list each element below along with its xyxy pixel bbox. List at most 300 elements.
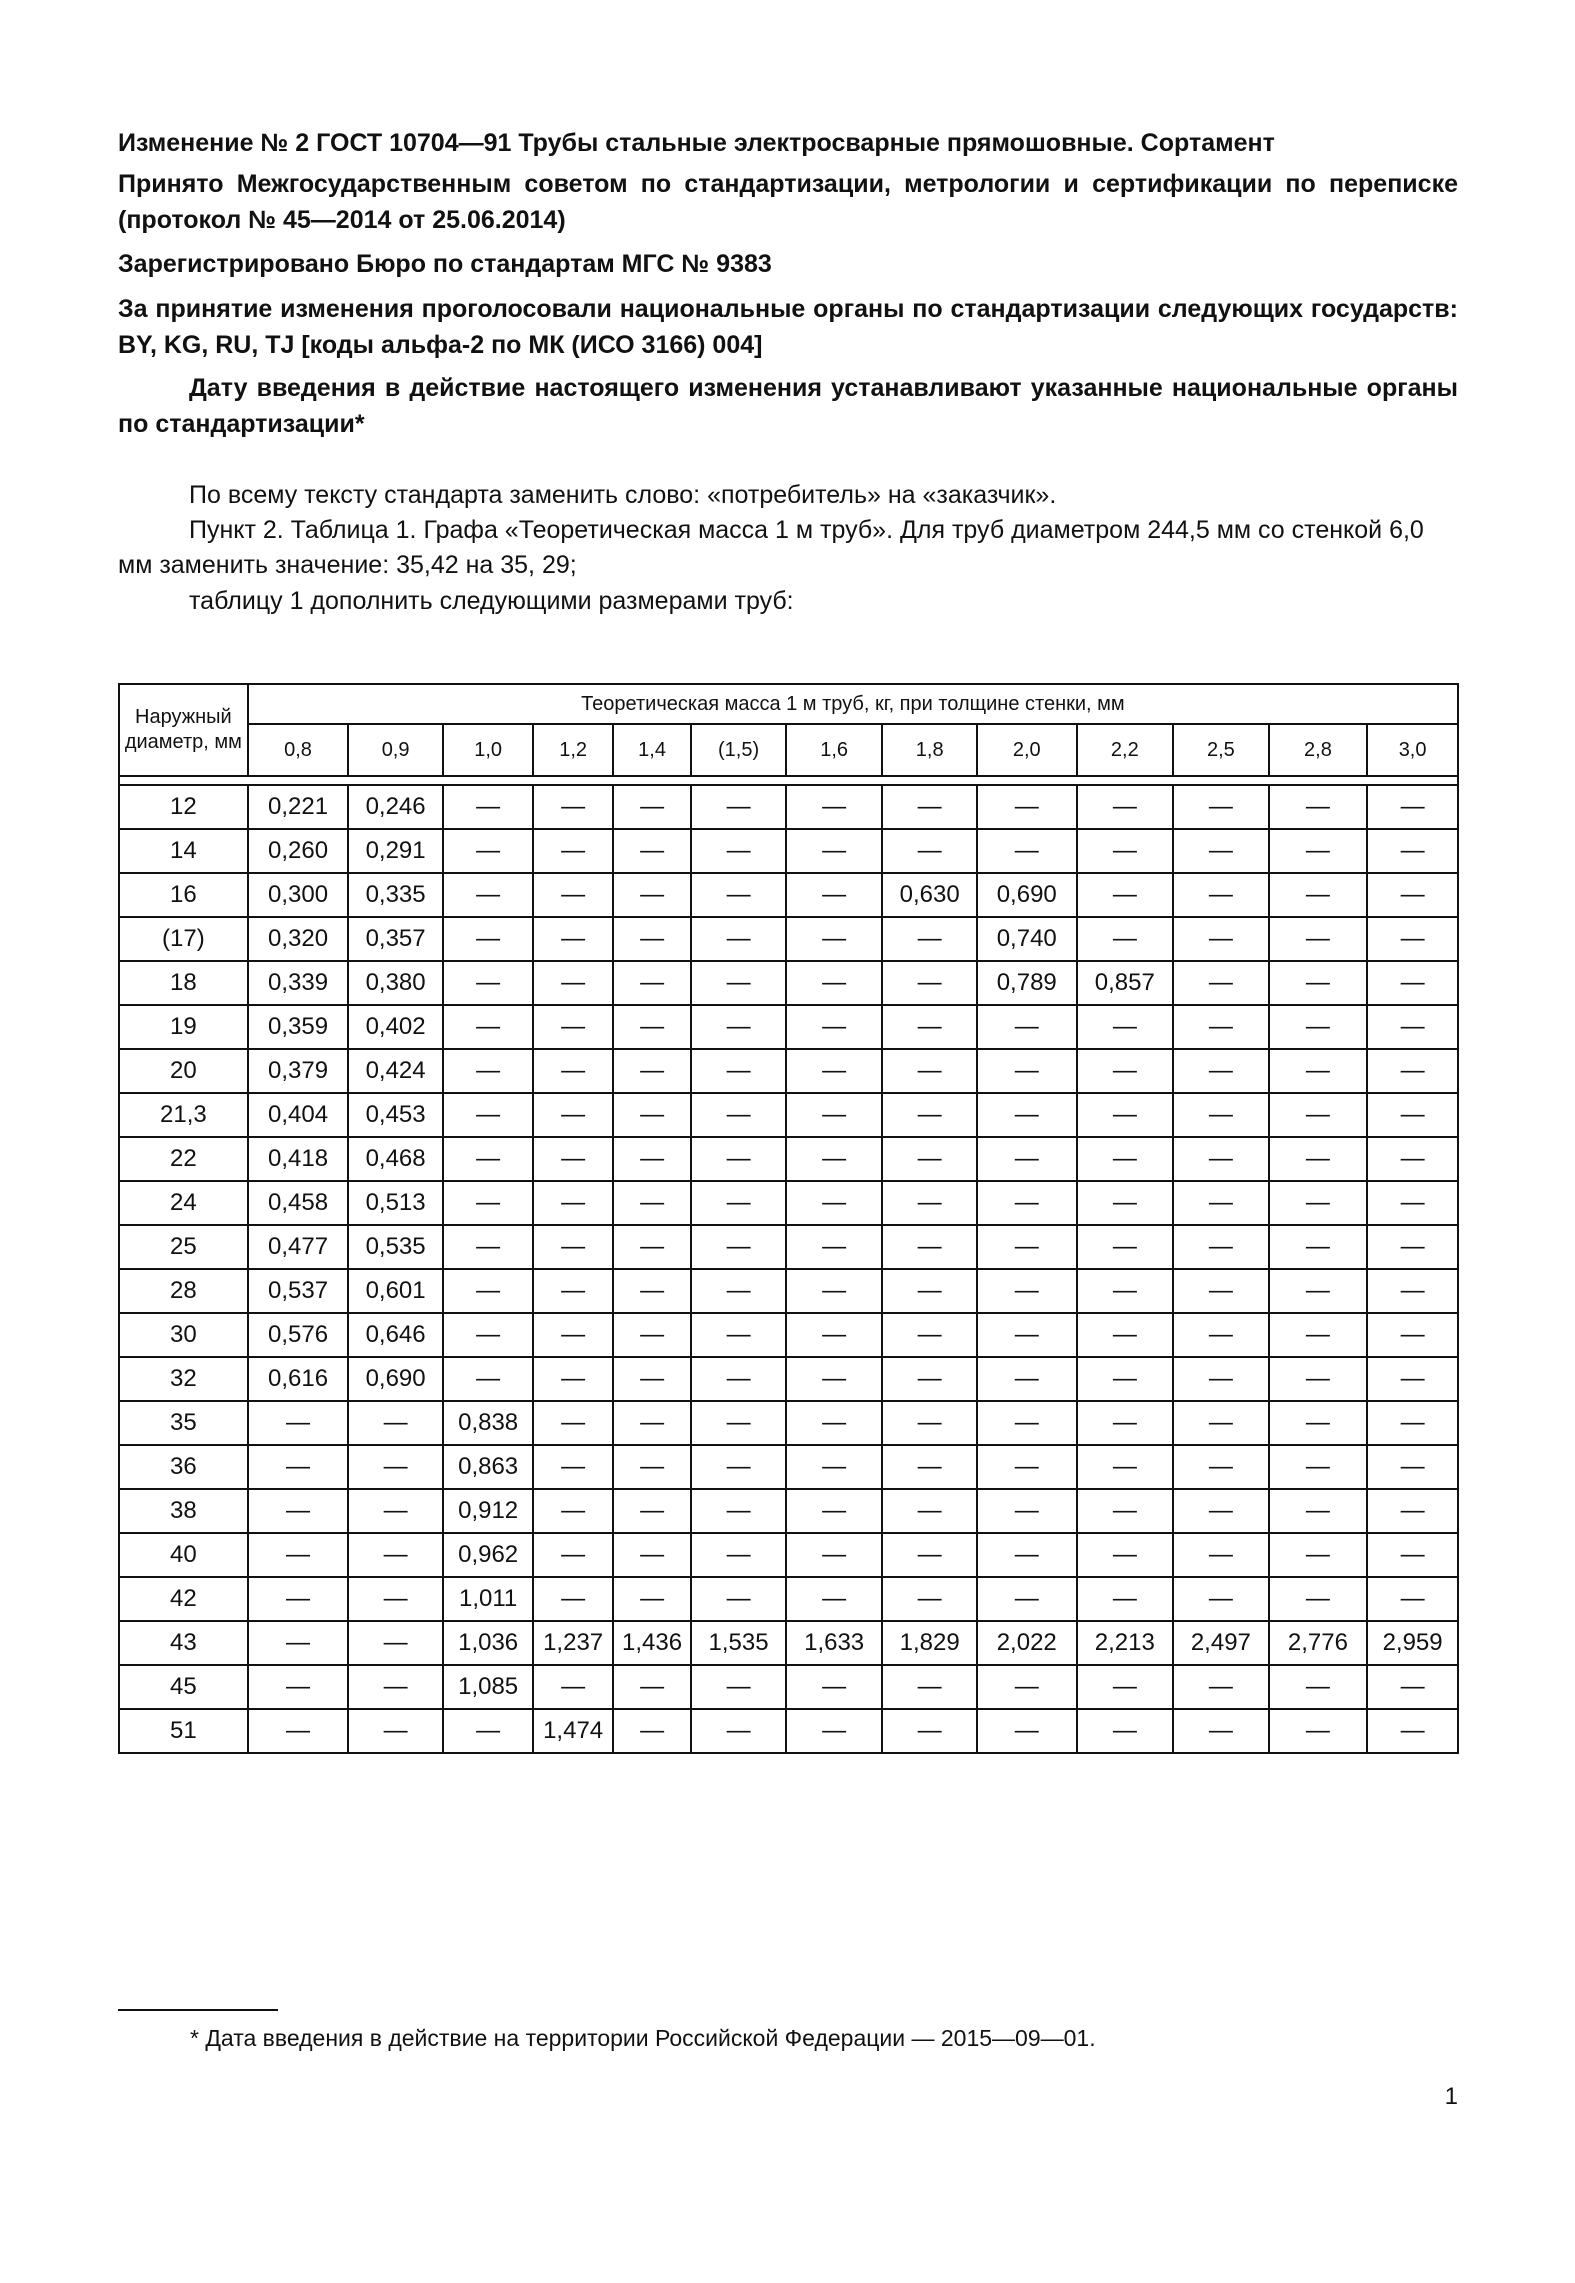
mass-cell: — [1269,829,1368,873]
mass-cell: — [1077,829,1174,873]
mass-cell: — [613,1577,691,1621]
mass-cell: — [613,829,691,873]
mass-cell: 0,863 [443,1445,534,1489]
mass-cell: — [882,1709,977,1753]
mass-cell: — [786,1357,883,1401]
mass-cell: — [1077,1577,1174,1621]
mass-cell: — [882,917,977,961]
mass-cell: — [533,1049,612,1093]
mass-cell: — [691,1577,786,1621]
mass-cell: — [786,873,883,917]
mass-cell: — [1269,1269,1368,1313]
mass-cell: 0,537 [248,1269,349,1313]
mass-cell: 1,436 [613,1621,691,1665]
mass-cell: — [786,1445,883,1489]
mass-cell: — [613,1005,691,1049]
mass-cell: — [977,785,1077,829]
mass-cell: — [533,1489,612,1533]
mass-cell: — [1077,1489,1174,1533]
mass-cell: — [1269,1005,1368,1049]
mass-cell: — [882,785,977,829]
mass-cell: — [691,1313,786,1357]
mass-cell: 0,576 [248,1313,349,1357]
mass-cell: — [882,961,977,1005]
diameter-cell: 36 [119,1445,248,1489]
mass-cell: — [248,1489,349,1533]
mass-cell: — [348,1709,443,1753]
thickness-header-cell: 2,2 [1077,724,1174,776]
mass-cell: — [1269,1137,1368,1181]
mass-cell: — [1269,1533,1368,1577]
diameter-cell: 38 [119,1489,248,1533]
paragraph-table-supplement: таблицу 1 дополнить следующими размерами труб: [189,587,794,615]
table-row [119,1709,1458,1753]
mass-cell: — [786,961,883,1005]
mass-cell: — [691,1093,786,1137]
mass-cell: — [533,1225,612,1269]
mass-cell: — [1367,1093,1458,1137]
diameter-cell: 30 [119,1313,248,1357]
mass-cell: — [786,917,883,961]
mass-cell: 0,616 [248,1357,349,1401]
mass-cell: — [1269,873,1368,917]
paragraph-replace-word: По всему тексту стандарта заменить слово: «потребитель» на «заказчик». [189,481,1057,509]
mass-cell: — [1269,1577,1368,1621]
mass-cell: — [443,873,534,917]
diameter-cell: 43 [119,1621,248,1665]
mass-cell: 0,291 [348,829,443,873]
mass-cell: 0,300 [248,873,349,917]
mass-cell: — [1269,1049,1368,1093]
mass-cell: — [882,1313,977,1357]
mass-cell: — [1077,873,1174,917]
mass-cell: 0,789 [977,961,1077,1005]
mass-cell: — [691,1665,786,1709]
mass-cell: — [882,1665,977,1709]
diameter-cell: 42 [119,1577,248,1621]
mass-cell: — [882,1533,977,1577]
mass-cell: — [533,1577,612,1621]
mass-cell: — [1173,829,1269,873]
mass-cell: 0,468 [348,1137,443,1181]
mass-cell: — [1173,873,1269,917]
mass-cell: — [1077,1709,1174,1753]
mass-cell: — [613,1181,691,1225]
mass-cell: — [1269,1445,1368,1489]
mass-cell: — [786,1225,883,1269]
mass-cell: — [1269,1181,1368,1225]
mass-cell: — [786,1137,883,1181]
mass-cell: — [977,1269,1077,1313]
mass-cell: — [1173,1489,1269,1533]
table-row [119,1357,1458,1401]
mass-cell: 0,320 [248,917,349,961]
mass-cell: 1,535 [691,1621,786,1665]
mass-cell: 0,453 [348,1093,443,1137]
mass-cell: — [691,1005,786,1049]
diameter-cell: 20 [119,1049,248,1093]
mass-cell: — [1367,1489,1458,1533]
table-row [119,1225,1458,1269]
mass-cell: — [443,1709,534,1753]
mass-cell: — [248,1533,349,1577]
table-row [119,829,1458,873]
table-row [119,1577,1458,1621]
mass-cell: — [248,1621,349,1665]
mass-cell: 2,959 [1367,1621,1458,1665]
mass-cell: — [786,1709,883,1753]
mass-cell: — [443,1005,534,1049]
mass-cell: — [882,1049,977,1093]
thickness-header-row [119,724,1458,776]
mass-cell: — [977,1489,1077,1533]
mass-cell: — [977,1445,1077,1489]
mass-cell: — [1367,1577,1458,1621]
diameter-cell: 51 [119,1709,248,1753]
mass-header: Теоретическая масса 1 м труб, кг, при толщине стенки, мм [248,684,1458,724]
mass-cell: — [1367,1357,1458,1401]
mass-cell: — [348,1577,443,1621]
mass-cell: — [691,1137,786,1181]
thickness-header-cell: 1,0 [443,724,534,776]
mass-cell: — [1367,785,1458,829]
mass-cell: — [977,1225,1077,1269]
mass-cell: — [248,1665,349,1709]
mass-cell: — [691,1533,786,1577]
mass-cell: — [1173,1225,1269,1269]
registration-note: Зарегистрировано Бюро по стандартам МГС № 9383 [118,250,772,278]
mass-cell: — [613,1225,691,1269]
mass-cell: — [1077,1445,1174,1489]
table-row [119,1665,1458,1709]
diameter-cell: 35 [119,1401,248,1445]
mass-cell: — [977,1665,1077,1709]
mass-cell: — [533,1445,612,1489]
mass-cell: — [691,1445,786,1489]
table-row [119,917,1458,961]
mass-cell: 2,213 [1077,1621,1174,1665]
mass-cell: — [443,785,534,829]
mass-cell: — [533,1357,612,1401]
mass-cell: — [1269,1665,1368,1709]
mass-cell: — [613,785,691,829]
mass-cell: — [1367,1445,1458,1489]
table-row [119,1401,1458,1445]
mass-cell: — [533,1005,612,1049]
mass-cell: — [443,961,534,1005]
mass-cell: — [977,829,1077,873]
mass-cell: 0,458 [248,1181,349,1225]
mass-cell: — [1173,1093,1269,1137]
mass-cell: — [691,785,786,829]
mass-cell: — [1173,1137,1269,1181]
diameter-cell: 18 [119,961,248,1005]
table-row [119,1269,1458,1313]
table-row [119,1093,1458,1137]
mass-cell: — [443,1137,534,1181]
mass-cell: — [691,1489,786,1533]
mass-cell: — [786,785,883,829]
mass-cell: — [882,1225,977,1269]
mass-cell: — [348,1665,443,1709]
mass-cell: — [1173,1357,1269,1401]
page-number: 1 [1444,2083,1458,2110]
diameter-cell: (17) [119,917,248,961]
mass-cell: — [1173,1533,1269,1577]
mass-cell: — [977,1005,1077,1049]
mass-cell: 0,380 [348,961,443,1005]
thickness-header-cell: (1,5) [691,724,786,776]
mass-cell: — [533,1137,612,1181]
mass-cell: — [786,1665,883,1709]
mass-cell: — [786,829,883,873]
mass-cell: 0,221 [248,785,349,829]
mass-cell: — [533,1401,612,1445]
mass-cell: — [1077,1093,1174,1137]
mass-cell: — [533,1181,612,1225]
mass-cell: — [882,1093,977,1137]
mass-cell: — [691,1049,786,1093]
thickness-header-cell: 0,8 [248,724,349,776]
table-row [119,785,1458,829]
mass-cell: — [613,1665,691,1709]
mass-cell: 0,246 [348,785,443,829]
mass-cell: — [1173,1181,1269,1225]
mass-cell: 0,339 [248,961,349,1005]
mass-cell: — [1173,961,1269,1005]
mass-cell: 1,474 [533,1709,612,1753]
adoption-note: Принято Межгосударственным советом по стандартизации, метрологии и сертификации по переписке (протокол № 45—2014 от 25.06.2014) [118,170,1458,234]
mass-cell: — [1077,1269,1174,1313]
thickness-header-cell: 2,0 [977,724,1077,776]
table-row [119,1621,1458,1665]
mass-cell: — [691,1709,786,1753]
mass-cell: — [977,1357,1077,1401]
thickness-header-cell: 2,5 [1173,724,1269,776]
mass-cell: — [1269,961,1368,1005]
diameter-cell: 21,3 [119,1093,248,1137]
mass-cell: — [1269,1357,1368,1401]
mass-cell: — [1269,917,1368,961]
mass-cell: 0,601 [348,1269,443,1313]
table-row [119,1445,1458,1489]
table-row [119,873,1458,917]
mass-cell: — [1173,917,1269,961]
mass-cell: 0,402 [348,1005,443,1049]
table-row [119,1533,1458,1577]
effective-date-note: Дату введения в действие настоящего изменения устанавливают указанные национальные органы по стандартизации* [118,374,1458,438]
mass-cell: — [977,1577,1077,1621]
mass-cell: — [1077,1665,1174,1709]
mass-cell: — [1173,1445,1269,1489]
mass-cell: — [613,1445,691,1489]
mass-cell: — [1367,1269,1458,1313]
mass-cell: — [1367,1313,1458,1357]
mass-cell: — [348,1621,443,1665]
mass-cell: 2,022 [977,1621,1077,1665]
mass-cell: — [533,1269,612,1313]
mass-cell: 0,359 [248,1005,349,1049]
mass-cell: — [882,1005,977,1049]
mass-cell: — [1077,1313,1174,1357]
mass-cell: 0,404 [248,1093,349,1137]
mass-cell: — [691,1181,786,1225]
mass-cell: — [443,1313,534,1357]
mass-cell: — [1077,1137,1174,1181]
paragraph-table-change: Пункт 2. Таблица 1. Графа «Теоретическая масса 1 м труб». Для труб диаметром 244,5 мм со стенкой 6,0 мм заменить значение: 35,42 на 35, 29; [118,516,1424,579]
mass-cell: — [1173,1313,1269,1357]
diameter-cell: 14 [119,829,248,873]
diameter-cell: 24 [119,1181,248,1225]
mass-cell: — [1367,1665,1458,1709]
mass-cell: — [1367,1225,1458,1269]
mass-cell: — [691,1225,786,1269]
mass-cell: — [1367,1533,1458,1577]
diameter-cell: 25 [119,1225,248,1269]
mass-cell: — [882,1357,977,1401]
thickness-header-cell: 0,9 [348,724,443,776]
table-row [119,1005,1458,1049]
mass-cell: — [348,1489,443,1533]
mass-cell: — [882,1577,977,1621]
document-title: Изменение № 2 ГОСТ 10704—91 Трубы стальные электросварные прямошовные. Сортамент [118,129,1275,157]
diameter-cell: 19 [119,1005,248,1049]
mass-cell: — [1269,785,1368,829]
mass-cell: 0,535 [348,1225,443,1269]
mass-cell: — [248,1445,349,1489]
mass-cell: 0,838 [443,1401,534,1445]
mass-cell: 0,740 [977,917,1077,961]
mass-cell: — [882,829,977,873]
mass-cell: — [1269,1093,1368,1137]
mass-cell: — [977,1533,1077,1577]
mass-cell: 0,424 [348,1049,443,1093]
mass-cell: 0,513 [348,1181,443,1225]
mass-cell: — [1077,1225,1174,1269]
mass-cell: — [443,917,534,961]
mass-cell: — [1269,1709,1368,1753]
mass-cell: — [613,917,691,961]
mass-cell: — [1077,1181,1174,1225]
voting-note: За принятие изменения проголосовали национальные органы по стандартизации следующих государств: BY, KG, RU, TJ [коды альфа-2 по МК (ИСО 3166) 004] [118,295,1458,359]
mass-cell: — [1367,1709,1458,1753]
thickness-header-cell: 2,8 [1269,724,1368,776]
mass-cell: — [882,1489,977,1533]
mass-cell: — [1077,1533,1174,1577]
mass-cell: — [533,1533,612,1577]
mass-cell: — [1173,1709,1269,1753]
diameter-cell: 40 [119,1533,248,1577]
mass-cell: 0,379 [248,1049,349,1093]
mass-cell: — [533,1665,612,1709]
mass-cell: — [786,1181,883,1225]
mass-cell: 0,962 [443,1533,534,1577]
mass-cell: — [882,1181,977,1225]
pipe-mass-table [118,683,1459,1754]
table-row [119,1181,1458,1225]
mass-cell: 0,477 [248,1225,349,1269]
mass-cell: — [348,1533,443,1577]
mass-cell: 0,857 [1077,961,1174,1005]
mass-cell: — [1173,1665,1269,1709]
mass-cell: — [533,1093,612,1137]
mass-cell: — [786,1577,883,1621]
mass-cell: 1,633 [786,1621,883,1665]
diameter-cell: 22 [119,1137,248,1181]
mass-cell: — [248,1709,349,1753]
mass-cell: — [1367,1137,1458,1181]
mass-cell: — [248,1401,349,1445]
diameter-cell: 12 [119,785,248,829]
mass-cell: 1,085 [443,1665,534,1709]
mass-cell: 2,776 [1269,1621,1368,1665]
mass-cell: — [882,1269,977,1313]
mass-cell: — [1269,1401,1368,1445]
diameter-cell: 28 [119,1269,248,1313]
mass-cell: — [613,1093,691,1137]
mass-cell: — [882,1445,977,1489]
mass-cell: — [786,1401,883,1445]
mass-cell: — [443,1357,534,1401]
mass-cell: — [1077,1049,1174,1093]
table-row [119,1137,1458,1181]
mass-cell: — [613,873,691,917]
mass-cell: — [613,1049,691,1093]
mass-cell: — [786,1269,883,1313]
mass-cell: 1,036 [443,1621,534,1665]
mass-cell: — [1077,1357,1174,1401]
mass-cell: — [977,1093,1077,1137]
mass-cell: — [1367,829,1458,873]
table-row [119,1489,1458,1533]
table-row [119,1049,1458,1093]
mass-cell: — [613,1489,691,1533]
mass-cell: — [1367,1401,1458,1445]
mass-cell: — [443,1093,534,1137]
mass-cell: — [1269,1225,1368,1269]
mass-cell: 0,357 [348,917,443,961]
table-row [119,961,1458,1005]
mass-cell: — [533,829,612,873]
mass-cell: — [443,1049,534,1093]
mass-cell: 0,418 [248,1137,349,1181]
diameter-header: Наружный диаметр, мм [119,684,248,776]
mass-cell: — [613,1357,691,1401]
mass-cell: — [1367,1049,1458,1093]
mass-cell: — [977,1313,1077,1357]
mass-cell: 1,237 [533,1621,612,1665]
mass-cell: — [786,1533,883,1577]
mass-cell: — [691,829,786,873]
mass-cell: — [691,1357,786,1401]
mass-cell: — [786,1093,883,1137]
mass-cell: — [533,873,612,917]
footnote-divider [118,2009,278,2011]
mass-cell: — [443,1269,534,1313]
mass-cell: — [533,1313,612,1357]
mass-cell: — [977,1181,1077,1225]
thickness-header-cell: 1,6 [786,724,883,776]
mass-cell: 2,497 [1173,1621,1269,1665]
mass-cell: — [1173,1577,1269,1621]
mass-cell: — [248,1577,349,1621]
mass-cell: — [1173,785,1269,829]
mass-cell: — [613,1709,691,1753]
mass-cell: — [786,1005,883,1049]
mass-cell: — [882,1137,977,1181]
mass-cell: — [348,1445,443,1489]
mass-cell: 1,829 [882,1621,977,1665]
